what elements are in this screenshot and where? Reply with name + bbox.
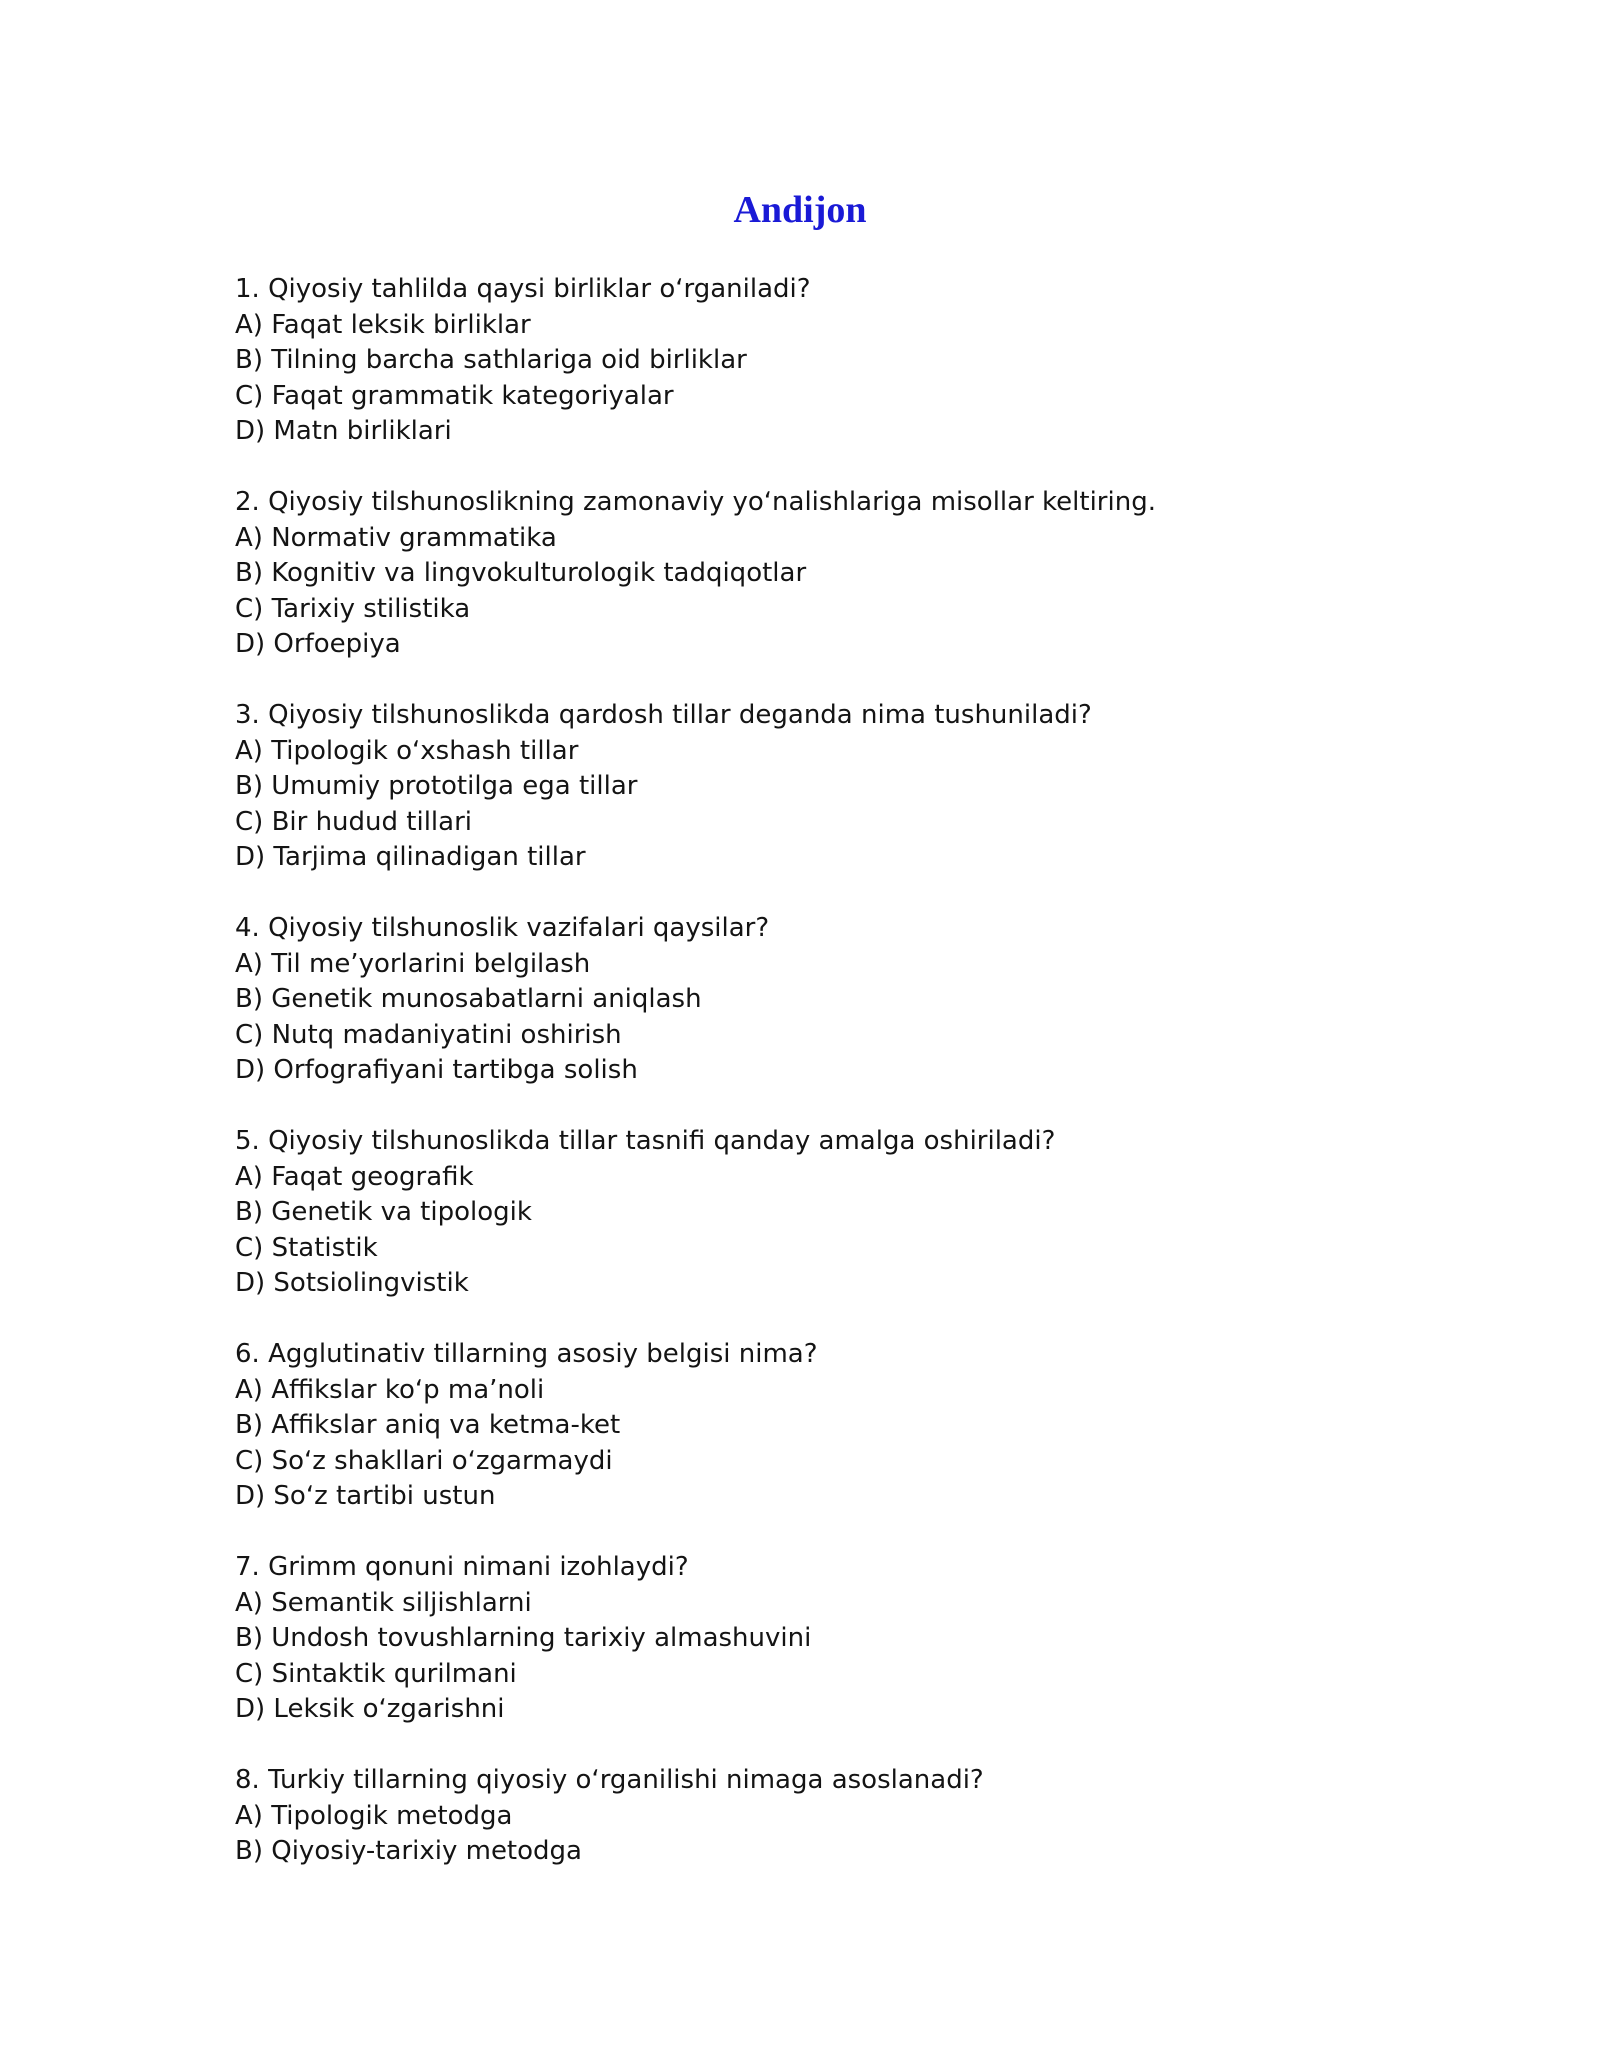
answer-option: B) Qiyosiy-tarixiy metodga [235, 1836, 582, 1866]
question-block [235, 1763, 1435, 1870]
answer-option: C) Faqat grammatik kategoriyalar [235, 380, 674, 411]
answer-option: B) Affikslar aniq va ketma-ket [235, 1410, 621, 1440]
question-text: 4. Qiyosiy tilshunoslik vazifalari qaysilar? [235, 913, 770, 943]
question-text: 8. Turkiy tillarning qiyosiy oʻrganilishi nimaga asoslanadi? [235, 1765, 984, 1795]
question-text: 3. Qiyosiy tilshunoslikda qardosh tillar deganda nima tushuniladi? [235, 700, 1092, 730]
answer-option: A) Normativ grammatika [235, 522, 557, 553]
question-block [235, 485, 1435, 663]
question-text: 2. Qiyosiy tilshunoslikning zamonaviy yoʻnalishlariga misollar keltiring. [235, 487, 1156, 517]
answer-option: A) Affikslar koʻp ma’noli [235, 1374, 545, 1405]
answer-option: A) Tipologik metodga [235, 1800, 513, 1831]
page-title: Andijon [733, 189, 867, 231]
question-block [235, 698, 1435, 876]
answer-option: C) Bir hudud tillari [235, 806, 472, 837]
answer-option: D) Orfografiyani tartibga solish [235, 1055, 638, 1085]
answer-option: C) Tarixiy stilistika [235, 593, 471, 624]
answer-option: D) Leksik oʻzgarishni [235, 1694, 505, 1724]
answer-option: C) Soʻz shakllari oʻzgarmaydi [235, 1445, 613, 1476]
question-text: 5. Qiyosiy tilshunoslikda tillar tasnifi qanday amalga oshiriladi? [235, 1126, 1056, 1156]
answer-option: D) Soʻz tartibi ustun [235, 1481, 496, 1511]
answer-option: B) Umumiy prototilga ega tillar [235, 771, 638, 801]
answer-option: C) Statistik [235, 1232, 378, 1263]
answer-option: D) Tarjima qilinadigan tillar [235, 842, 586, 872]
question-block [235, 1337, 1435, 1515]
answer-option: D) Orfoepiya [235, 629, 401, 659]
question-block [235, 1124, 1435, 1302]
answer-option: B) Kognitiv va lingvokulturologik tadqiqotlar [235, 558, 807, 588]
question-text: 1. Qiyosiy tahlilda qaysi birliklar oʻrganiladi? [235, 274, 811, 304]
answer-option: A) Semantik siljishlarni [235, 1587, 532, 1618]
answer-option: A) Tipologik oʻxshash tillar [235, 735, 579, 766]
answer-option: A) Til me’yorlarini belgilash [235, 948, 591, 979]
answer-option: C) Sintaktik qurilmani [235, 1658, 517, 1689]
answer-option: D) Matn birliklari [235, 416, 452, 446]
answer-option: B) Undosh tovushlarning tarixiy almashuvini [235, 1623, 812, 1653]
question-block [235, 911, 1435, 1089]
question-text: 6. Agglutinativ tillarning asosiy belgisi nima? [235, 1339, 818, 1369]
question-block [235, 272, 1435, 450]
answer-option: D) Sotsiolingvistik [235, 1268, 469, 1298]
question-block [235, 1550, 1435, 1728]
answer-option: A) Faqat geografik [235, 1161, 474, 1192]
question-text: 7. Grimm qonuni nimani izohlaydi? [235, 1552, 689, 1582]
answer-option: B) Genetik va tipologik [235, 1197, 532, 1227]
answer-option: B) Genetik munosabatlarni aniqlash [235, 984, 702, 1014]
answer-option: A) Faqat leksik birliklar [235, 309, 531, 340]
question-list [235, 272, 1435, 1870]
answer-option: B) Tilning barcha sathlariga oid birliklar [235, 345, 747, 375]
answer-option: C) Nutq madaniyatini oshirish [235, 1019, 622, 1050]
